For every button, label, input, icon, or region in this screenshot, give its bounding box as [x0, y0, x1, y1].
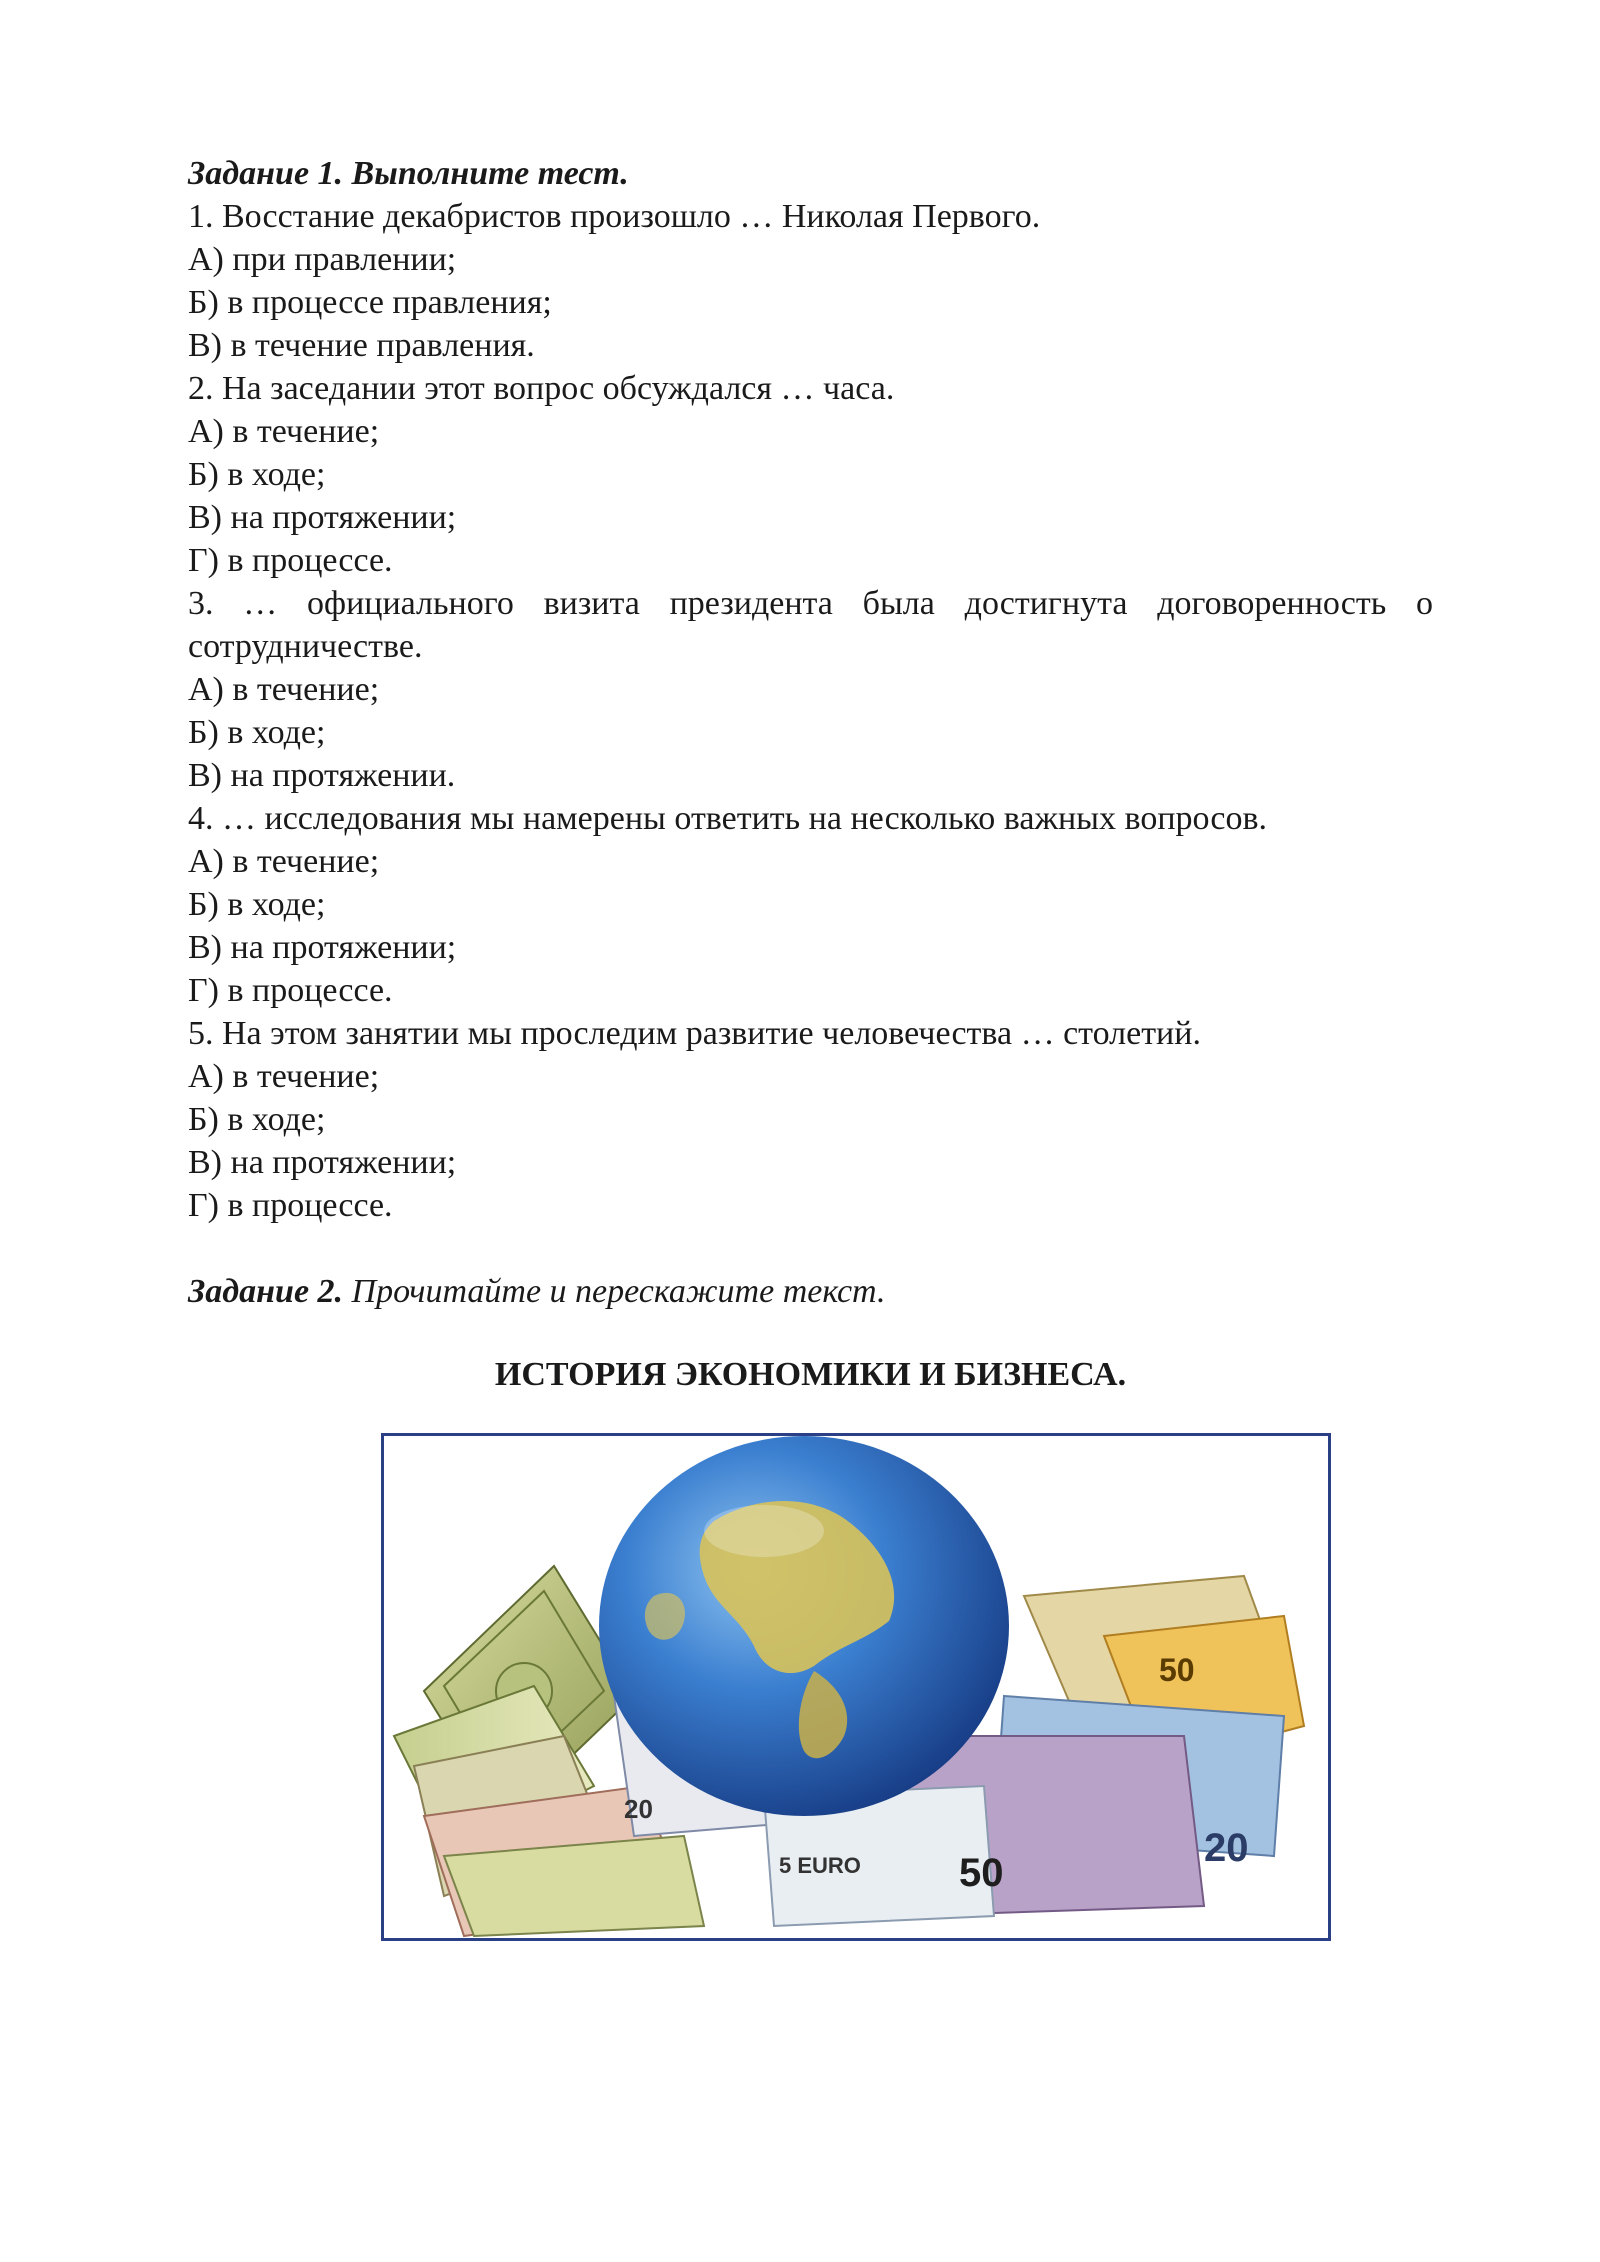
task1-text: Выполните тест.	[351, 155, 629, 192]
globe-money-image	[384, 1436, 1328, 1938]
question-2: 2. На заседании этот вопрос обсуждался … часа.	[188, 370, 895, 407]
option: Б) в ходе;	[188, 886, 326, 923]
banknote-label-50-top: 50	[1159, 1652, 1195, 1688]
globe-money-illustration	[381, 1433, 1331, 1941]
option: В) на протяжении;	[188, 1144, 457, 1181]
option: В) на протяжении;	[188, 499, 457, 536]
document-content	[188, 152, 1433, 1396]
question-3: 3. … официального визита президента была достигнута договоренность о сотрудничестве.	[188, 585, 1433, 665]
option: Б) в процессе правления;	[188, 284, 552, 321]
banknote-label-50: 50	[959, 1851, 1004, 1895]
banknote-label-20-right: 20	[1204, 1826, 1249, 1870]
question-5: 5. На этом занятии мы проследим развитие человечества … столетий.	[188, 1015, 1201, 1052]
question-1: 1. Восстание декабристов произошло … Николая Первого.	[188, 198, 1041, 235]
banknote-label-5-euro: 5 EURO	[779, 1853, 861, 1878]
option: А) в течение;	[188, 1058, 380, 1095]
option: А) в течение;	[188, 413, 380, 450]
task1-heading	[188, 152, 1433, 195]
option: Б) в ходе;	[188, 1101, 326, 1138]
option: А) в течение;	[188, 843, 380, 880]
banknote-label-20-left: 20	[624, 1794, 653, 1824]
option: Б) в ходе;	[188, 714, 326, 751]
option: Г) в процессе.	[188, 542, 393, 579]
option: А) в течение;	[188, 671, 380, 708]
globe	[599, 1436, 1009, 1816]
option: В) на протяжении;	[188, 929, 457, 966]
task2-text: Прочитайте и перескажите текст.	[351, 1273, 886, 1310]
option: В) в течение правления.	[188, 327, 535, 364]
document-title: ИСТОРИЯ ЭКОНОМИКИ И БИЗНЕСА.	[494, 1356, 1127, 1393]
option: В) на протяжении.	[188, 757, 456, 794]
option: Г) в процессе.	[188, 972, 393, 1009]
task2-label: Задание 2.	[188, 1273, 344, 1310]
option: А) при правлении;	[188, 241, 457, 278]
option: Б) в ходе;	[188, 456, 326, 493]
spacer	[188, 1227, 1433, 1270]
question-4: 4. … исследования мы намерены ответить на несколько важных вопросов.	[188, 800, 1268, 837]
task2-heading	[188, 1270, 1433, 1313]
option: Г) в процессе.	[188, 1187, 393, 1224]
task1-label: Задание 1.	[188, 155, 344, 192]
